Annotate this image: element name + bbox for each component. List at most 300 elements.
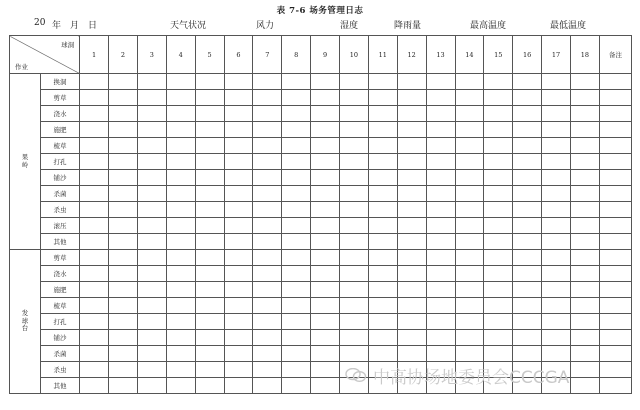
log-entry-cell[interactable] [571,122,600,138]
log-entry-cell[interactable] [282,154,311,170]
log-entry-cell[interactable] [166,122,195,138]
log-entry-cell[interactable] [195,106,224,122]
log-entry-cell[interactable] [340,74,369,90]
log-entry-cell[interactable] [109,314,138,330]
log-entry-cell[interactable] [195,282,224,298]
log-entry-cell[interactable] [513,266,542,282]
log-entry-cell[interactable] [137,378,166,394]
log-entry-cell[interactable] [166,314,195,330]
log-entry-cell[interactable] [195,314,224,330]
log-entry-cell[interactable] [80,346,109,362]
log-entry-cell[interactable] [426,122,455,138]
log-entry-cell[interactable] [224,218,253,234]
log-entry-cell[interactable] [195,378,224,394]
log-entry-cell[interactable] [599,90,631,106]
log-entry-cell[interactable] [484,218,513,234]
log-entry-cell[interactable] [368,106,397,122]
log-entry-cell[interactable] [542,90,571,106]
log-entry-cell[interactable] [224,314,253,330]
log-entry-cell[interactable] [311,346,340,362]
log-entry-cell[interactable] [282,234,311,250]
log-entry-cell[interactable] [311,106,340,122]
log-entry-cell[interactable] [397,234,426,250]
log-entry-cell[interactable] [599,138,631,154]
log-entry-cell[interactable] [224,138,253,154]
log-entry-cell[interactable] [513,314,542,330]
log-entry-cell[interactable] [195,266,224,282]
log-entry-cell[interactable] [340,266,369,282]
log-entry-cell[interactable] [80,90,109,106]
log-entry-cell[interactable] [224,234,253,250]
log-entry-cell[interactable] [484,186,513,202]
log-entry-cell[interactable] [224,282,253,298]
log-entry-cell[interactable] [484,202,513,218]
log-entry-cell[interactable] [542,122,571,138]
log-entry-cell[interactable] [166,330,195,346]
log-entry-cell[interactable] [571,266,600,282]
log-entry-cell[interactable] [426,138,455,154]
log-entry-cell[interactable] [426,266,455,282]
log-entry-cell[interactable] [137,346,166,362]
log-entry-cell[interactable] [571,138,600,154]
log-entry-cell[interactable] [426,330,455,346]
log-entry-cell[interactable] [599,202,631,218]
log-entry-cell[interactable] [109,330,138,346]
log-entry-cell[interactable] [80,106,109,122]
log-entry-cell[interactable] [599,282,631,298]
log-entry-cell[interactable] [426,234,455,250]
log-entry-cell[interactable] [282,346,311,362]
log-entry-cell[interactable] [571,74,600,90]
log-entry-cell[interactable] [368,122,397,138]
log-entry-cell[interactable] [311,218,340,234]
log-entry-cell[interactable] [253,74,282,90]
log-entry-cell[interactable] [109,282,138,298]
log-entry-cell[interactable] [282,138,311,154]
log-entry-cell[interactable] [397,202,426,218]
log-entry-cell[interactable] [282,218,311,234]
log-entry-cell[interactable] [137,314,166,330]
log-entry-cell[interactable] [368,266,397,282]
log-entry-cell[interactable] [484,74,513,90]
log-entry-cell[interactable] [340,170,369,186]
log-entry-cell[interactable] [311,202,340,218]
log-entry-cell[interactable] [109,90,138,106]
log-entry-cell[interactable] [513,330,542,346]
log-entry-cell[interactable] [484,234,513,250]
log-entry-cell[interactable] [571,234,600,250]
log-entry-cell[interactable] [253,138,282,154]
log-entry-cell[interactable] [484,266,513,282]
log-entry-cell[interactable] [109,298,138,314]
log-entry-cell[interactable] [282,298,311,314]
log-entry-cell[interactable] [397,138,426,154]
log-entry-cell[interactable] [513,282,542,298]
log-entry-cell[interactable] [513,234,542,250]
log-entry-cell[interactable] [455,218,484,234]
log-entry-cell[interactable] [426,218,455,234]
log-entry-cell[interactable] [80,154,109,170]
log-entry-cell[interactable] [166,378,195,394]
log-entry-cell[interactable] [397,186,426,202]
log-entry-cell[interactable] [455,90,484,106]
log-entry-cell[interactable] [311,74,340,90]
log-entry-cell[interactable] [253,314,282,330]
log-entry-cell[interactable] [224,74,253,90]
log-entry-cell[interactable] [542,202,571,218]
log-entry-cell[interactable] [542,218,571,234]
log-entry-cell[interactable] [571,282,600,298]
log-entry-cell[interactable] [426,282,455,298]
log-entry-cell[interactable] [340,234,369,250]
log-entry-cell[interactable] [340,122,369,138]
log-entry-cell[interactable] [109,170,138,186]
log-entry-cell[interactable] [542,314,571,330]
log-entry-cell[interactable] [599,74,631,90]
log-entry-cell[interactable] [224,298,253,314]
log-entry-cell[interactable] [80,330,109,346]
log-entry-cell[interactable] [484,106,513,122]
log-entry-cell[interactable] [137,202,166,218]
log-entry-cell[interactable] [195,154,224,170]
log-entry-cell[interactable] [542,346,571,362]
log-entry-cell[interactable] [109,138,138,154]
log-entry-cell[interactable] [397,106,426,122]
log-entry-cell[interactable] [455,282,484,298]
log-entry-cell[interactable] [166,202,195,218]
log-entry-cell[interactable] [455,122,484,138]
log-entry-cell[interactable] [599,314,631,330]
log-entry-cell[interactable] [166,282,195,298]
log-entry-cell[interactable] [542,282,571,298]
log-entry-cell[interactable] [109,378,138,394]
log-entry-cell[interactable] [137,186,166,202]
log-entry-cell[interactable] [484,154,513,170]
log-entry-cell[interactable] [599,330,631,346]
log-entry-cell[interactable] [542,234,571,250]
log-entry-cell[interactable] [397,74,426,90]
log-entry-cell[interactable] [253,282,282,298]
log-entry-cell[interactable] [282,330,311,346]
log-entry-cell[interactable] [137,106,166,122]
log-entry-cell[interactable] [397,122,426,138]
log-entry-cell[interactable] [542,266,571,282]
log-entry-cell[interactable] [166,74,195,90]
log-entry-cell[interactable] [282,378,311,394]
log-entry-cell[interactable] [513,346,542,362]
log-entry-cell[interactable] [109,74,138,90]
log-entry-cell[interactable] [195,298,224,314]
log-entry-cell[interactable] [455,298,484,314]
log-entry-cell[interactable] [282,90,311,106]
log-entry-cell[interactable] [137,154,166,170]
log-entry-cell[interactable] [80,186,109,202]
log-entry-cell[interactable] [571,218,600,234]
log-entry-cell[interactable] [599,218,631,234]
log-entry-cell[interactable] [224,330,253,346]
log-entry-cell[interactable] [484,346,513,362]
log-entry-cell[interactable] [426,90,455,106]
log-entry-cell[interactable] [484,330,513,346]
log-entry-cell[interactable] [282,266,311,282]
log-entry-cell[interactable] [80,378,109,394]
log-entry-cell[interactable] [599,122,631,138]
log-entry-cell[interactable] [80,122,109,138]
log-entry-cell[interactable] [195,74,224,90]
log-entry-cell[interactable] [137,74,166,90]
log-entry-cell[interactable] [311,378,340,394]
log-entry-cell[interactable] [513,154,542,170]
log-entry-cell[interactable] [166,106,195,122]
log-entry-cell[interactable] [253,346,282,362]
log-entry-cell[interactable] [426,346,455,362]
log-entry-cell[interactable] [282,74,311,90]
log-entry-cell[interactable] [484,122,513,138]
log-entry-cell[interactable] [455,234,484,250]
log-entry-cell[interactable] [166,170,195,186]
log-entry-cell[interactable] [484,282,513,298]
log-entry-cell[interactable] [253,330,282,346]
log-entry-cell[interactable] [455,330,484,346]
log-entry-cell[interactable] [166,346,195,362]
log-entry-cell[interactable] [137,234,166,250]
log-entry-cell[interactable] [484,314,513,330]
log-entry-cell[interactable] [109,346,138,362]
log-entry-cell[interactable] [340,138,369,154]
log-entry-cell[interactable] [340,314,369,330]
log-entry-cell[interactable] [282,186,311,202]
log-entry-cell[interactable] [542,330,571,346]
log-entry-cell[interactable] [571,186,600,202]
log-entry-cell[interactable] [311,122,340,138]
log-entry-cell[interactable] [397,90,426,106]
log-entry-cell[interactable] [166,298,195,314]
log-entry-cell[interactable] [282,362,311,378]
log-entry-cell[interactable] [166,362,195,378]
log-entry-cell[interactable] [455,202,484,218]
log-entry-cell[interactable] [166,154,195,170]
log-entry-cell[interactable] [599,266,631,282]
log-entry-cell[interactable] [311,266,340,282]
log-entry-cell[interactable] [224,202,253,218]
log-entry-cell[interactable] [426,170,455,186]
log-entry-cell[interactable] [80,282,109,298]
log-entry-cell[interactable] [311,186,340,202]
log-entry-cell[interactable] [253,122,282,138]
log-entry-cell[interactable] [195,218,224,234]
log-entry-cell[interactable] [484,170,513,186]
log-entry-cell[interactable] [542,138,571,154]
log-entry-cell[interactable] [253,186,282,202]
log-entry-cell[interactable] [340,282,369,298]
log-entry-cell[interactable] [455,170,484,186]
log-entry-cell[interactable] [513,298,542,314]
log-entry-cell[interactable] [282,202,311,218]
log-entry-cell[interactable] [484,298,513,314]
log-entry-cell[interactable] [80,218,109,234]
log-entry-cell[interactable] [109,122,138,138]
log-entry-cell[interactable] [571,346,600,362]
log-entry-cell[interactable] [426,298,455,314]
log-entry-cell[interactable] [253,234,282,250]
log-entry-cell[interactable] [195,122,224,138]
log-entry-cell[interactable] [484,90,513,106]
log-entry-cell[interactable] [282,170,311,186]
log-entry-cell[interactable] [282,314,311,330]
log-entry-cell[interactable] [80,362,109,378]
log-entry-cell[interactable] [166,266,195,282]
log-entry-cell[interactable] [253,362,282,378]
log-entry-cell[interactable] [253,266,282,282]
log-entry-cell[interactable] [368,330,397,346]
log-entry-cell[interactable] [368,346,397,362]
log-entry-cell[interactable] [311,138,340,154]
log-entry-cell[interactable] [195,138,224,154]
log-entry-cell[interactable] [224,266,253,282]
log-entry-cell[interactable] [397,330,426,346]
log-entry-cell[interactable] [282,106,311,122]
log-entry-cell[interactable] [599,106,631,122]
log-entry-cell[interactable] [368,202,397,218]
log-entry-cell[interactable] [166,218,195,234]
log-entry-cell[interactable] [426,202,455,218]
log-entry-cell[interactable] [311,362,340,378]
log-entry-cell[interactable] [282,122,311,138]
log-entry-cell[interactable] [571,170,600,186]
log-entry-cell[interactable] [109,154,138,170]
log-entry-cell[interactable] [80,74,109,90]
log-entry-cell[interactable] [253,106,282,122]
log-entry-cell[interactable] [195,170,224,186]
log-entry-cell[interactable] [224,378,253,394]
log-entry-cell[interactable] [80,266,109,282]
log-entry-cell[interactable] [224,362,253,378]
log-entry-cell[interactable] [542,106,571,122]
log-entry-cell[interactable] [571,202,600,218]
log-entry-cell[interactable] [397,218,426,234]
log-entry-cell[interactable] [109,218,138,234]
log-entry-cell[interactable] [368,90,397,106]
log-entry-cell[interactable] [224,90,253,106]
log-entry-cell[interactable] [137,170,166,186]
log-entry-cell[interactable] [195,330,224,346]
log-entry-cell[interactable] [340,202,369,218]
log-entry-cell[interactable] [340,154,369,170]
log-entry-cell[interactable] [426,154,455,170]
log-entry-cell[interactable] [253,90,282,106]
log-entry-cell[interactable] [397,282,426,298]
log-entry-cell[interactable] [599,298,631,314]
log-entry-cell[interactable] [368,298,397,314]
log-entry-cell[interactable] [397,154,426,170]
log-entry-cell[interactable] [542,74,571,90]
log-entry-cell[interactable] [455,154,484,170]
log-entry-cell[interactable] [397,314,426,330]
log-entry-cell[interactable] [599,170,631,186]
log-entry-cell[interactable] [340,298,369,314]
log-entry-cell[interactable] [368,74,397,90]
log-entry-cell[interactable] [599,346,631,362]
log-entry-cell[interactable] [542,170,571,186]
log-entry-cell[interactable] [571,90,600,106]
log-entry-cell[interactable] [80,202,109,218]
log-entry-cell[interactable] [253,298,282,314]
log-entry-cell[interactable] [253,218,282,234]
log-entry-cell[interactable] [542,298,571,314]
log-entry-cell[interactable] [137,90,166,106]
log-entry-cell[interactable] [455,314,484,330]
log-entry-cell[interactable] [80,314,109,330]
log-entry-cell[interactable] [224,170,253,186]
log-entry-cell[interactable] [513,122,542,138]
log-entry-cell[interactable] [599,234,631,250]
log-entry-cell[interactable] [166,90,195,106]
log-entry-cell[interactable] [368,282,397,298]
log-entry-cell[interactable] [368,154,397,170]
log-entry-cell[interactable] [80,234,109,250]
log-entry-cell[interactable] [311,282,340,298]
log-entry-cell[interactable] [455,138,484,154]
log-entry-cell[interactable] [311,298,340,314]
log-entry-cell[interactable] [224,346,253,362]
log-entry-cell[interactable] [109,202,138,218]
log-entry-cell[interactable] [224,186,253,202]
log-entry-cell[interactable] [137,138,166,154]
log-entry-cell[interactable] [137,266,166,282]
log-entry-cell[interactable] [253,378,282,394]
log-entry-cell[interactable] [426,314,455,330]
log-entry-cell[interactable] [340,186,369,202]
log-entry-cell[interactable] [195,234,224,250]
log-entry-cell[interactable] [599,154,631,170]
log-entry-cell[interactable] [253,154,282,170]
log-entry-cell[interactable] [224,122,253,138]
log-entry-cell[interactable] [455,346,484,362]
log-entry-cell[interactable] [166,138,195,154]
log-entry-cell[interactable] [426,74,455,90]
log-entry-cell[interactable] [311,90,340,106]
log-entry-cell[interactable] [513,186,542,202]
log-entry-cell[interactable] [513,218,542,234]
log-entry-cell[interactable] [513,74,542,90]
log-entry-cell[interactable] [542,186,571,202]
log-entry-cell[interactable] [455,266,484,282]
log-entry-cell[interactable] [195,202,224,218]
log-entry-cell[interactable] [109,234,138,250]
log-entry-cell[interactable] [137,362,166,378]
log-entry-cell[interactable] [137,282,166,298]
log-entry-cell[interactable] [368,186,397,202]
log-entry-cell[interactable] [513,106,542,122]
log-entry-cell[interactable] [80,170,109,186]
log-entry-cell[interactable] [368,234,397,250]
log-entry-cell[interactable] [426,106,455,122]
log-entry-cell[interactable] [80,138,109,154]
log-entry-cell[interactable] [368,218,397,234]
log-entry-cell[interactable] [224,154,253,170]
log-entry-cell[interactable] [311,330,340,346]
log-entry-cell[interactable] [195,186,224,202]
log-entry-cell[interactable] [137,218,166,234]
log-entry-cell[interactable] [397,266,426,282]
log-entry-cell[interactable] [484,138,513,154]
log-entry-cell[interactable] [166,186,195,202]
log-entry-cell[interactable] [137,298,166,314]
log-entry-cell[interactable] [195,346,224,362]
log-entry-cell[interactable] [311,170,340,186]
log-entry-cell[interactable] [109,106,138,122]
log-entry-cell[interactable] [397,346,426,362]
